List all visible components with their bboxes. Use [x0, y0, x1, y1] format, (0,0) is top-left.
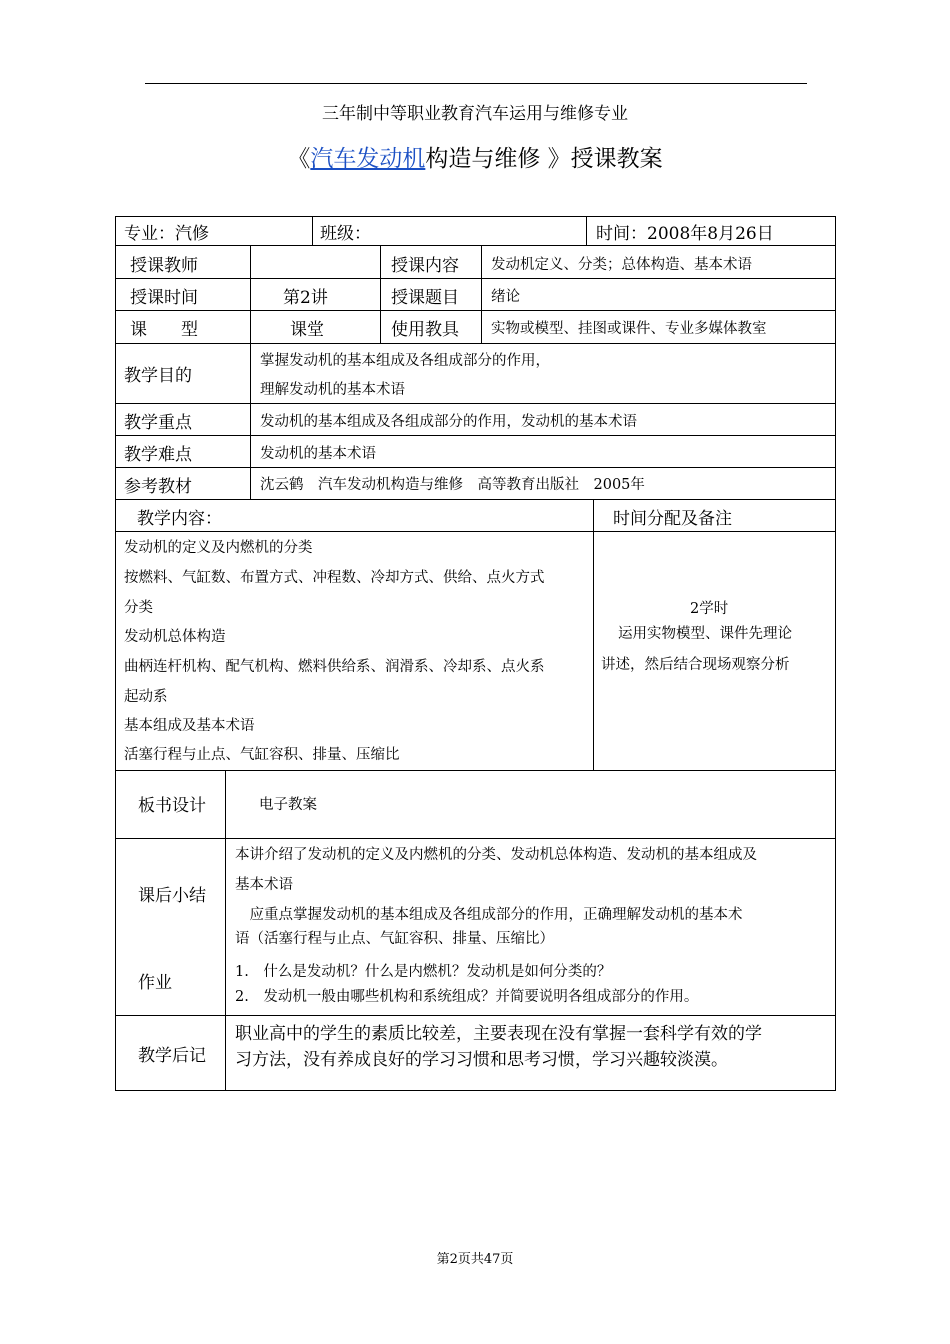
document-title — [0, 140, 950, 173]
content-header: 教学内容： — [137, 509, 222, 529]
title-prefix: 《 — [287, 146, 311, 172]
topic-label: 授课题目 — [391, 288, 459, 308]
board-value: 电子教案 — [259, 797, 317, 813]
references-value: 沈云鹤 汽车发动机构造与维修 高等教育出版社 2005年 — [260, 477, 645, 493]
time-allocation-header: 时间分配及备注 — [613, 509, 732, 529]
summary-line4: 语（活塞行程与止点、气缸容积、排量、压缩比） — [235, 931, 554, 947]
references-label: 参考教材 — [124, 477, 192, 497]
key-points-label: 教学重点 — [124, 413, 192, 433]
teacher-label: 授课教师 — [130, 256, 198, 276]
summary-label: 课后小结 — [138, 886, 206, 906]
content-label: 授课内容 — [391, 256, 459, 276]
content-value: 发动机定义、分类；总体构造、基本术语 — [491, 257, 752, 273]
homework-label: 作业 — [138, 973, 172, 993]
document-subtitle: 三年制中等职业教育汽车运用与维修专业 — [322, 104, 628, 124]
content-line: 发动机总体构造 — [124, 629, 226, 645]
homework-question-1: 1. 什么是发动机？什么是内燃机？发动机是如何分类的？ — [235, 964, 612, 980]
major-label: 专业：汽修 — [124, 224, 209, 244]
content-line: 起动系 — [124, 689, 168, 705]
tools-value: 实物或模型、挂图或课件、专业多媒体教室 — [491, 321, 767, 337]
board-label: 板书设计 — [138, 796, 206, 816]
objectives-line2: 理解发动机的基本术语 — [260, 382, 405, 398]
objectives-line1: 掌握发动机的基本组成及各组成部分的作用， — [260, 353, 550, 369]
tools-label: 使用教具 — [391, 320, 459, 340]
content-line: 曲柄连杆机构、配气机构、燃料供给系、润滑系、冷却系、点火系 — [124, 659, 545, 675]
page-footer: 第2页共47页 — [436, 1252, 514, 1267]
time-hours: 2学时 — [690, 601, 729, 617]
type-value: 课堂 — [290, 320, 324, 340]
objectives-label: 教学目的 — [124, 366, 192, 386]
content-line: 按燃料、气缸数、布置方式、冲程数、冷却方式、供给、点火方式 — [124, 570, 545, 586]
homework-question-2: 2. 发动机一般由哪些机构和系统组成？并简要说明各组成部分的作用。 — [235, 989, 699, 1005]
reflection-line2: 习方法，没有养成良好的学习习惯和思考习惯，学习兴趣较淡漠。 — [235, 1050, 728, 1070]
topic-value: 绪论 — [491, 289, 520, 305]
content-line: 分类 — [124, 600, 153, 616]
content-line: 活塞行程与止点、气缸容积、排量、压缩比 — [124, 747, 400, 763]
content-line: 发动机的定义及内燃机的分类 — [124, 540, 313, 556]
time-label: 授课时间 — [130, 288, 198, 308]
class-label: 班级： — [320, 224, 371, 244]
lecture-number: 第2讲 — [283, 288, 328, 308]
title-suffix: 构造与维修 》授课教案 — [425, 146, 663, 172]
reflection-line1: 职业高中的学生的素质比较差，主要表现在没有掌握一套科学有效的学 — [235, 1024, 762, 1044]
content-line: 基本组成及基本术语 — [124, 718, 255, 734]
summary-line2: 基本术语 — [235, 877, 293, 893]
difficulties-value: 发动机的基本术语 — [260, 446, 376, 462]
header-rule — [145, 83, 807, 84]
reflection-label: 教学后记 — [138, 1046, 206, 1066]
time-note-line2: 讲述，然后结合现场观察分析 — [601, 657, 790, 673]
summary-line3: 应重点掌握发动机的基本组成及各组成部分的作用，正确理解发动机的基本术 — [235, 907, 743, 923]
title-link[interactable]: 汽车发动机 — [310, 146, 426, 172]
summary-line1: 本讲介绍了发动机的定义及内燃机的分类、发动机总体构造、发动机的基本组成及 — [235, 847, 757, 863]
date-label: 时间：2008年8月26日 — [596, 224, 774, 244]
difficulties-label: 教学难点 — [124, 445, 192, 465]
time-note-line1: 运用实物模型、课件先理论 — [618, 626, 792, 642]
type-label: 课 型 — [130, 320, 198, 340]
key-points-value: 发动机的基本组成及各组成部分的作用，发动机的基本术语 — [260, 414, 637, 430]
